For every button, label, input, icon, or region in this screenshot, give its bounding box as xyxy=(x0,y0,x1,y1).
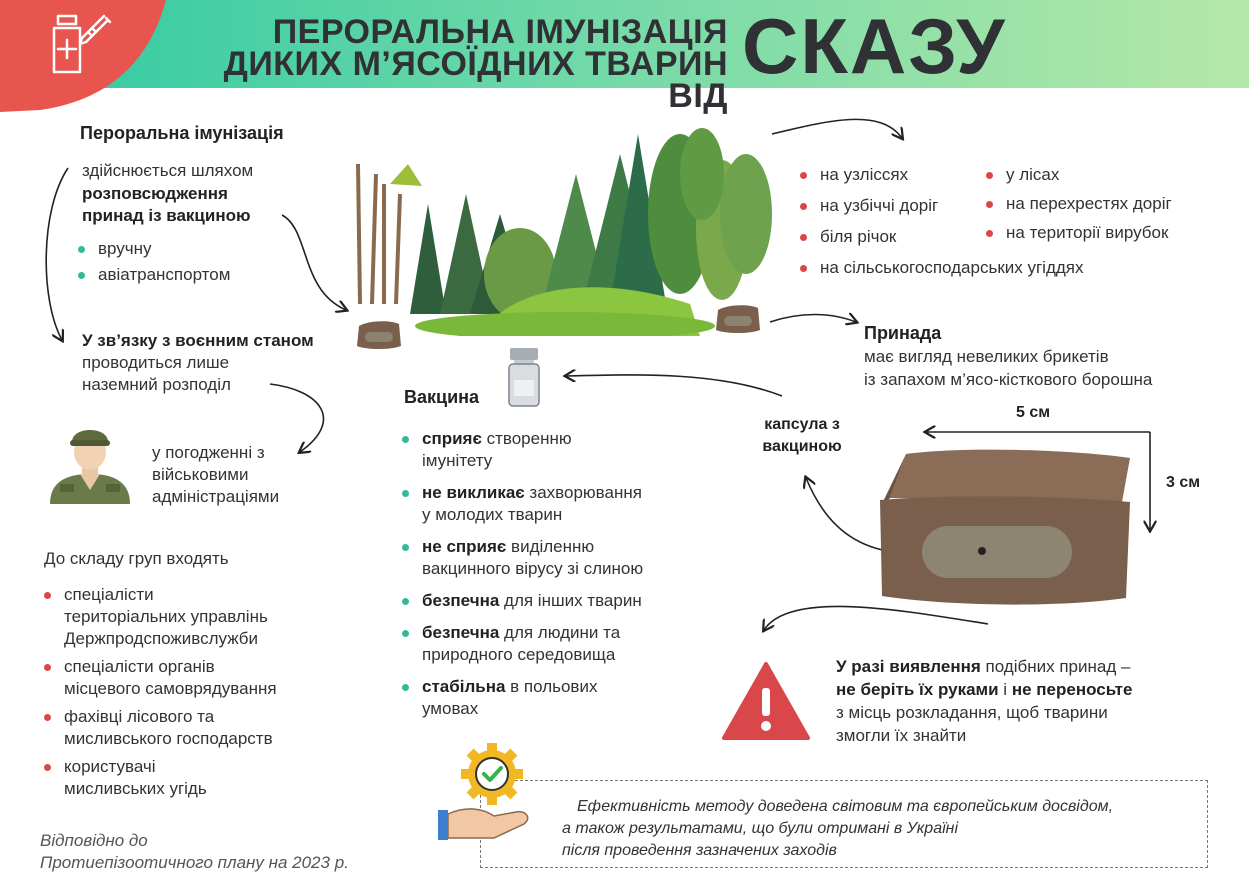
effectiveness-line-2: а також результатами, що були отримані в Україні xyxy=(562,820,958,837)
groups-heading: До складу груп входять xyxy=(44,549,229,568)
list-item: безпечна для інших тварин xyxy=(400,590,720,612)
list-item: на території вирубок xyxy=(984,222,1224,244)
list-item: користувачі мисливських угідь xyxy=(42,756,372,800)
list-item: біля річок xyxy=(798,226,1148,248)
military-line-1: у погодженні з xyxy=(152,443,265,462)
effectiveness-line-3: після проведення зазначених заходів xyxy=(562,842,837,859)
bait-line-2: із запахом м’ясо-кісткового борошна xyxy=(864,370,1153,389)
bait-height-label: 3 см xyxy=(1166,474,1201,491)
groups-list xyxy=(42,584,372,800)
soldier-icon xyxy=(46,418,134,504)
bait-brick-icon xyxy=(714,302,762,336)
military-line-2: військовими xyxy=(152,465,249,484)
list-item: спеціалісти органів місцевого самоврядування xyxy=(42,656,372,700)
immunization-intro: здійснюється шляхом xyxy=(82,161,254,180)
effectiveness-line-1: Ефективність методу доведена світовим та європейським досвідом, xyxy=(576,798,1114,815)
list-item: стабільна в польових умовах xyxy=(400,676,720,720)
footnote-line-2: Протиепізоотичного плану на 2023 р. xyxy=(40,853,349,872)
list-item: фахівці лісового та мисливського господарств xyxy=(42,706,372,750)
bait-brick-large xyxy=(876,448,1134,608)
vaccine-vial-icon xyxy=(506,346,542,408)
vaccine-heading: Вакцина xyxy=(404,387,480,407)
military-line-3: адміністраціями xyxy=(152,487,280,506)
title-line-1: ПЕРОРАЛЬНА ІМУНІЗАЦІЯ xyxy=(272,13,728,51)
hand-gear-check-icon xyxy=(432,742,544,846)
immunization-ways xyxy=(76,238,230,286)
warning-line-2: не беріть їх руками і не переносьте xyxy=(836,680,1133,699)
list-item: не сприяє виділенню вакцинного вірусу зі слиною xyxy=(400,536,720,580)
title-line-2: ДИКИХ М’ЯСОЇДНИХ ТВАРИН ВІД xyxy=(223,45,728,115)
title-big: СКАЗУ xyxy=(742,2,1007,90)
bait-heading: Принада xyxy=(864,323,942,343)
list-item: на узліссях xyxy=(798,164,1148,186)
immunization-method-1: розповсюдження xyxy=(82,184,228,203)
martial-heading: У зв’язку з воєнним станом xyxy=(82,331,314,350)
list-item: у лісах xyxy=(984,164,1224,186)
martial-line-1: проводиться лише xyxy=(82,353,230,372)
martial-line-2: наземний розподіл xyxy=(82,375,231,394)
list-item: на перехрестях доріг xyxy=(984,193,1224,215)
warning-line-3: з місць розкладання, щоб тварини xyxy=(836,703,1108,722)
bait-line-1: має вигляд невеликих брикетів xyxy=(864,347,1109,366)
medicine-bottle-syringe-icon xyxy=(48,14,114,76)
locations-col-2 xyxy=(984,164,1224,244)
bait-brick-icon xyxy=(355,318,403,352)
list-item: не викликає захворювання у молодих тварин xyxy=(400,482,720,526)
list-item: на узбіччі доріг xyxy=(798,195,1148,217)
bait-width-label: 5 см xyxy=(1016,404,1051,421)
list-item: спеціалісти територіальних управлінь Держпродспоживслужби xyxy=(42,584,372,650)
list-item: безпечна для людини та природного середовища xyxy=(400,622,720,666)
immunization-method-2: принад із вакциною xyxy=(82,206,251,225)
list-item: вручну xyxy=(76,238,230,260)
warning-line-1: У разі виявлення подібних принад – xyxy=(836,657,1131,676)
list-item: авіатранспортом xyxy=(76,264,230,286)
warning-triangle-icon xyxy=(720,660,812,742)
capsule-label-2: вакциною xyxy=(762,438,842,455)
vaccine-list xyxy=(400,428,720,720)
footnote-line-1: Відповідно до xyxy=(40,831,148,850)
warning-line-4: змогли їх знайти xyxy=(836,726,967,745)
capsule-label-1: капсула з xyxy=(764,416,840,433)
list-item: сприяє створенню імунітету xyxy=(400,428,720,472)
list-item: на сільськогосподарських угіддях xyxy=(798,257,1148,279)
immunization-heading: Пероральна імунізація xyxy=(80,123,284,143)
